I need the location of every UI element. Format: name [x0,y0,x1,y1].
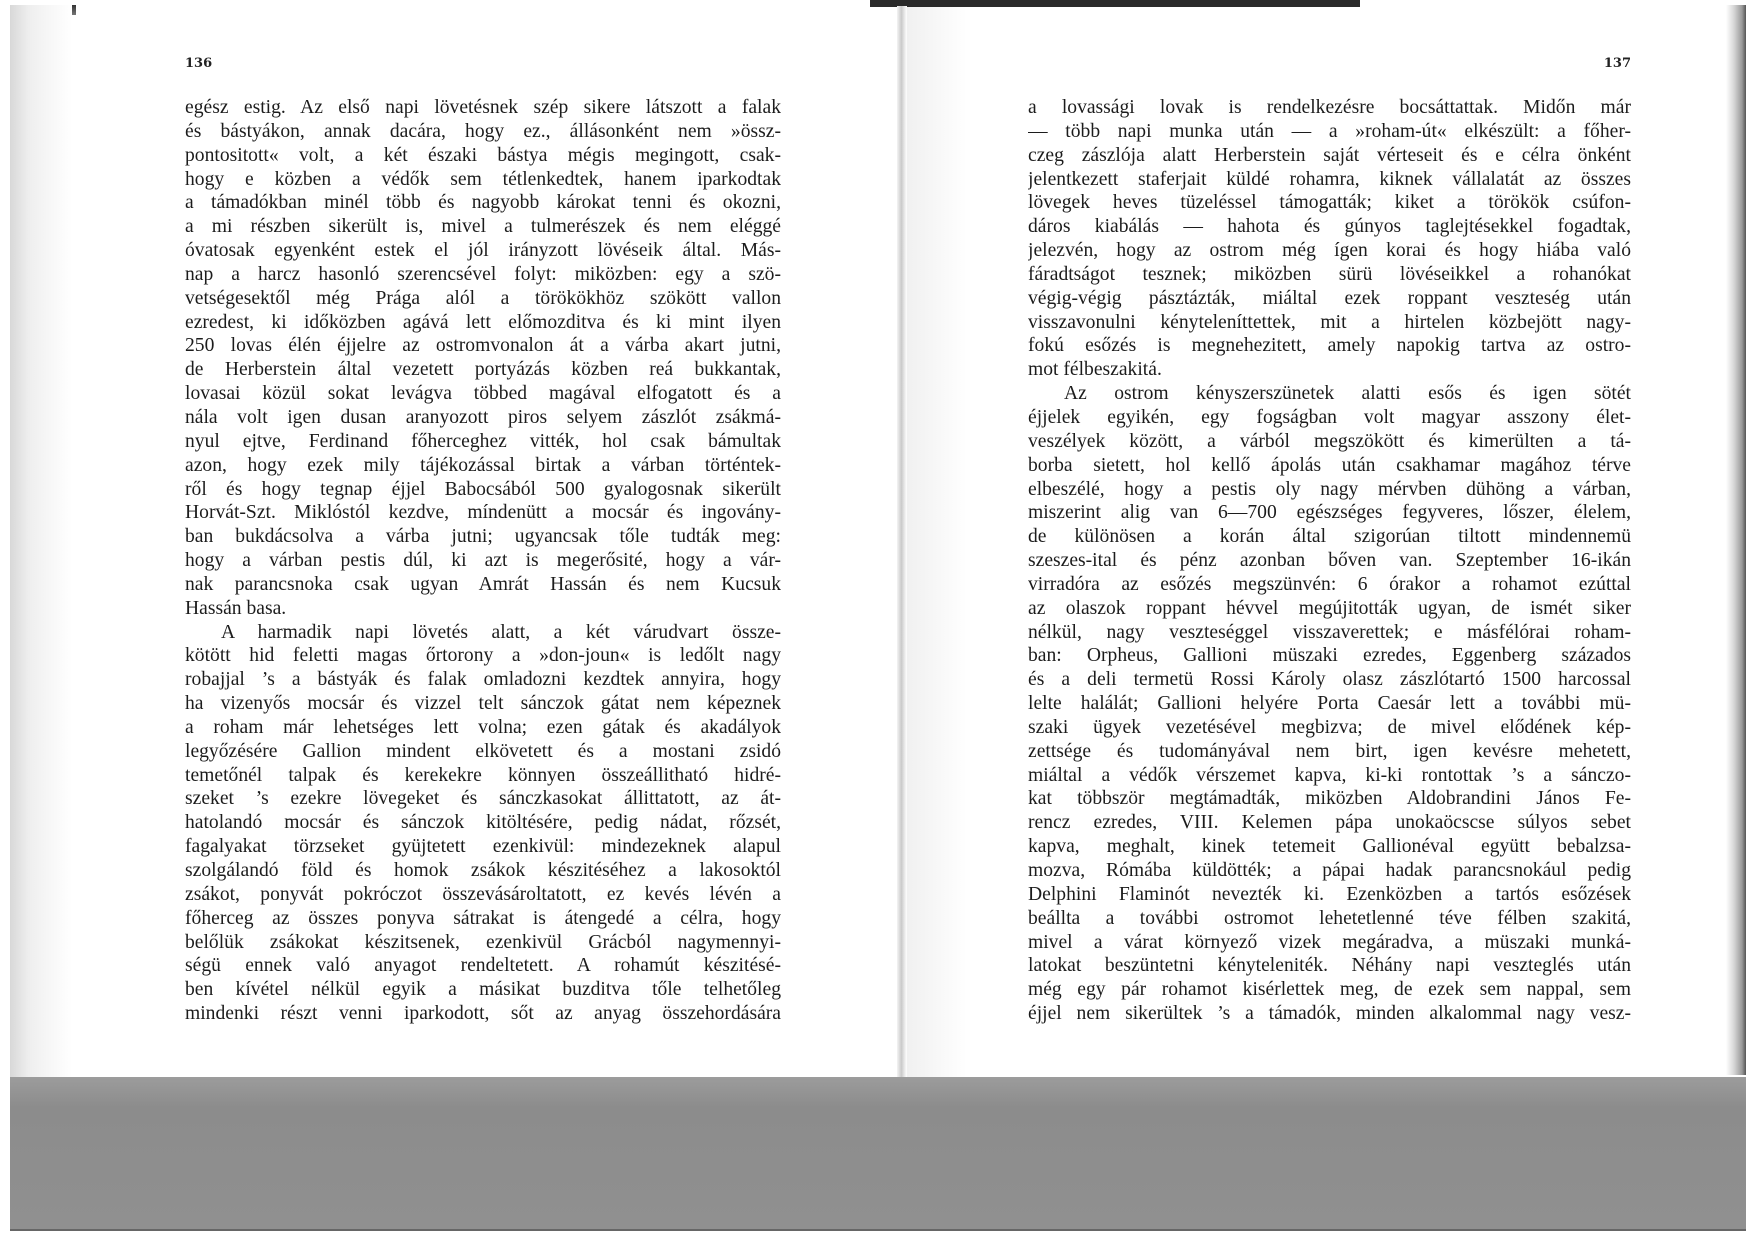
text-line: hogy a várban pestis dúl, ki azt is megerősité, hogy a vár- [185,550,781,572]
text-line: temetőnél talpak és kerekekre könnyen összeállitható hidré- [185,764,781,786]
text-line: nap a harcz hasonló szerencsével folyt: miközben: egy a szö- [185,263,781,285]
text-line: mindenki részt venni iparkodott, sőt az anyag összehordására [185,1003,781,1025]
text-line: és a deli termetü Rossi Károly olasz zászlótartó 1500 harcossal [1028,669,1631,691]
text-line: elbeszélé, hogy a pestis oly nagy mérvben dühöng a várban, [1028,478,1631,500]
text-line: Az ostrom kényszerszünetek alatti esős és igen sötét [1064,383,1631,405]
text-line: vetségesektől még Prága alól a törökökhöz szökött vallon [185,287,781,309]
text-line: még egy pár rohamot kisérlettek meg, de ezek sem nappal, sem [1028,979,1631,1001]
text-line: nélkül, nagy veszteséggel visszaverettek; e másfélórai roham- [1028,621,1631,643]
text-line: czeg zászlója alatt Herberstein saját vérteseit és e célra önként [1028,144,1631,166]
text-line: végig-végig pásztázták, miáltal ezek roppant veszteség után [1028,287,1631,309]
text-line: szeszes-ital és pénz azonban bőven van. Szeptember 16-ikán [1028,550,1631,572]
text-line: fagalyakat törzseket gyüjtetett ezenkivül: mindezeknek alapul [185,836,781,858]
text-line: főherceg az összes ponyva sátrakat is átengedé a célra, hogy [185,907,781,929]
text-line: mozva, Rómába küldötték; a pápai hadak parancsnokául pedig [1028,860,1631,881]
text-line: rencz ezredes, VIII. Kelemen pápa unokaöcscse súlyos sebet [1028,812,1631,834]
text-line: óvatosak egyenként estek el jól irányzott lövéseik által. Más- [185,240,781,262]
text-line: borba sietett, hol kellő ápolás után csakhamar magához térve [1028,454,1631,476]
text-line: lövegek heves tüzeléssel támogatták; kiket a törökök csúfon- [1028,192,1631,214]
text-line: a támadókban minél több és nagyobb károkat tenni és okozni, [185,192,781,214]
page-body [1028,96,1631,1026]
text-line: Hassán basa. [185,597,287,619]
scanner-bed-bottom [10,1077,1746,1231]
text-line: virradóra az esőzés megszünvén: 6 órakor a rohamot ezúttal [1028,573,1631,595]
text-line: szolgálandó föld és homok zsákok készitéséhez a lakosoktól [185,860,781,881]
text-line: a roham már lehetséges lett volna; ezen gátak és akadályok [185,716,781,738]
page-body [185,96,781,1026]
book-page-edges-right [1726,5,1746,1075]
text-line: beállta a további ostromot lehetetlenné téve félben szakitá, [1028,907,1631,929]
book-gutter [897,6,907,1082]
text-line: jelentkezett staferjait küldé rohamra, kiknek vállalatát az összes [1028,168,1631,190]
text-line: 250 lovas élén éjjelre az ostromvonalon át a várba akart jutni, [185,335,781,357]
text-line: de különösen a korán által szigorúan tiltott mindennemü [1028,526,1631,548]
text-line: miszerint alig van 6—700 egészséges fegyveres, lőszer, élelem, [1028,502,1631,524]
text-line: ezredest, ki időközben agává lett előmozditva és ki mint ilyen [185,311,781,333]
text-line: miáltal a védők vérszemet kapva, ki-ki rontottak ’s a sánczo- [1028,764,1631,786]
text-line: A harmadik napi lövetés alatt, a két várudvart össze- [221,621,781,643]
text-line: belőlük zsákokat készitsenek, ezenkivül Grácból nagymennyi- [185,931,781,953]
text-line: kötött hid feletti magas őrtorony a »don-joun« is ledőlt nagy [185,645,781,667]
text-line: azon, hogy ezek mily tájékozással birtak a várban történtek- [185,454,781,476]
text-line: ről és hogy tegnap éjjel Babocsából 500 gyalogosnak sikerült [185,478,781,500]
text-line: jelezvén, hogy az ostrom még ígen korai és hogy hiába való [1028,240,1631,262]
text-line: visszavonulni kényteleníttettek, mit a hirtelen közbejött nagy- [1028,311,1631,333]
text-line: kat többször megtámadták, miközben Aldobrandini János Fe- [1028,788,1631,810]
text-line: éjjel nem sikerültek ’s a támadók, minden alkalommal nagy vesz- [1028,1003,1631,1025]
text-line: kapva, meghalt, kinek tetemeit Gallionéval együtt bebalzsa- [1028,836,1631,858]
text-line: zsákot, ponyvát pokróczot összevásároltatott, ez kevés lévén a [185,883,781,905]
text-line: ban: Orpheus, Gallioni müszaki ezredes, Eggenberg százados [1028,645,1631,667]
text-line: ha vizenyős mocsár és vizzel telt sánczok gátat nem képeznek [185,693,781,715]
text-line: ban bukdácsolva a várba jutni; ugyancsak tőle tudták meg: [185,526,781,548]
text-line: az olaszok roppant hévvel megújitották ugyan, de ismét siker [1028,597,1631,619]
text-line: hogy e közben a védők sem tétlenkedtek, hanem iparkodtak [185,168,781,190]
text-line: legyőzésére Gallion mindent elkövetett és a mostani zsidó [185,740,781,762]
text-line: zettsége és tudományával nem birt, igen kevésre mehetett, [1028,740,1631,762]
text-line: veszélyek között, a várból megszökött és kimerülten a tá- [1028,430,1631,452]
text-line: de Herberstein által vezetett portyázás közben reá bukkantak, [185,359,781,381]
text-line: fokú esőzés is megnehezitett, amely napokig tartva az ostro- [1028,335,1631,357]
text-line: fáradtságot tesznek; miközben sürü lövéseikkel a rohanókat [1028,263,1631,285]
text-line: Delphini Flaminót nevezték ki. Ezenközben a tartós esőzések [1028,883,1631,905]
text-line: és bástyákon, annak dacára, hogy ez., állásonként nem »össz- [185,120,781,142]
text-line: latokat beszüntetni kényteleniték. Néhány napi veszteglés után [1028,955,1631,977]
text-line: — több napi munka után — a »roham-út« elkészült: a főher- [1028,120,1631,142]
text-line: ségü ennek való anyagot rendeltetett. A rohamút készitésé- [185,955,781,977]
text-line: lovasai közül sokat levágva többed magával elfogatott és a [185,383,781,405]
text-line: egész estig. Az első napi lövetésnek szép sikere látszott a falak [185,97,781,118]
text-line: mot félbeszakitá. [1028,359,1162,381]
text-line: hatolandó mocsár és sánczok kitöltésére, pedig nádat, rőzsét, [185,812,781,834]
text-line: Horvát-Szt. Miklóstól kezdve, míndenütt a mocsár és ingovány- [185,502,781,524]
text-line: nála volt igen dusan aranyozott piros selyem zászlót zsákmá- [185,406,781,428]
text-line: mivel a várat környező vizek megáradva, a müszaki munká- [1028,931,1631,953]
text-line: szaki ügyek vezetésével megbizva; de mivel elődének kép- [1028,716,1631,738]
text-line: robajjal ’s a bástyák és falak omladozni kezdtek annyira, hogy [185,669,781,691]
page-number: 137 [1603,56,1631,71]
text-line: lelte halálát; Gallioni helyére Porta Caesár lett a további mü- [1028,693,1631,715]
gutter-shadow [907,6,967,1082]
text-line: szeket ’s ezekre lövegeket és sánczkasokat állittatott, az át- [185,788,781,810]
text-line: nyul ejtve, Ferdinand főherceghez vitték, hol csak bámultak [185,430,781,452]
text-line: a mi részben sikerült is, mivel a tulmerészek és nem eléggé [185,216,781,238]
text-line: nak parancsnoka csak ugyan Amrát Hassán és nem Kucsuk [185,573,781,595]
page-number: 136 [185,56,213,71]
text-line: éjjelek egyikén, egy fogságban volt magyar asszony élet- [1028,406,1631,428]
text-line: dáros kiabálás — hahota és gúnyos taglejtésekkel fogadtak, [1028,216,1631,238]
text-line: pontositott« volt, a két északi bástya mégis megingott, csak- [185,144,781,166]
text-line: a lovassági lovak is rendelkezésre bocsáttattak. Midőn már [1028,97,1631,118]
book-page-edges-left [10,5,72,1080]
text-line: ben kívétel nélkül egyik a másikat buzditva tőle telhetőleg [185,979,781,1001]
